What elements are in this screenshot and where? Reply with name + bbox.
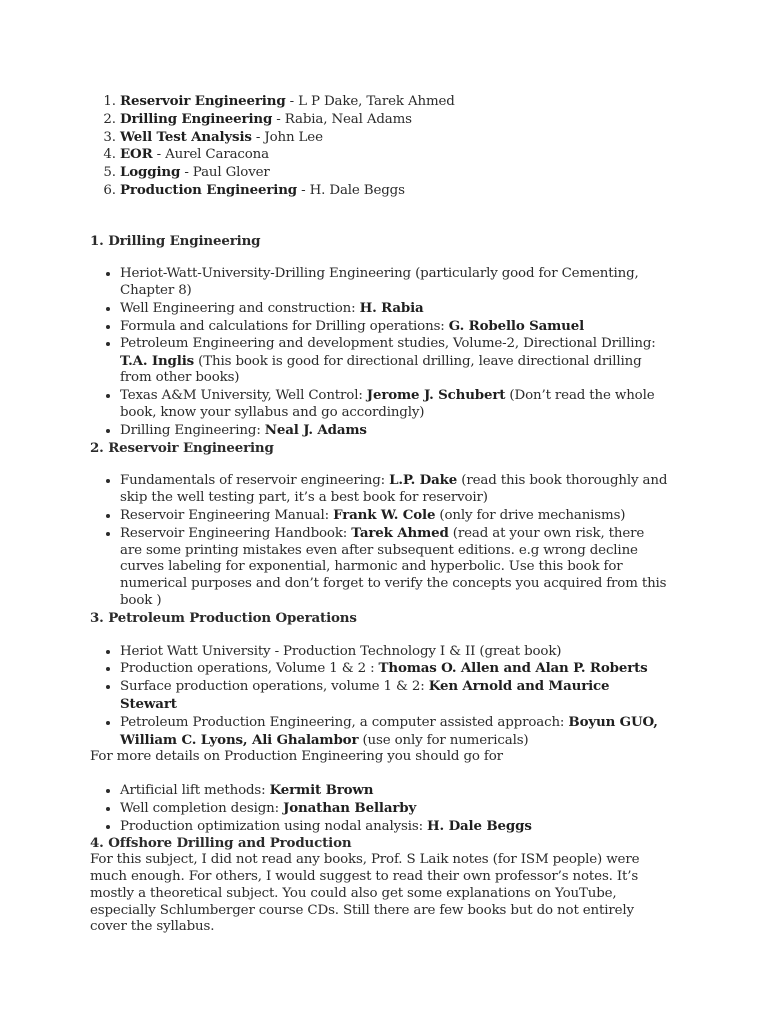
author-name: T.A. Inglis <box>120 352 195 369</box>
author-names: - Paul Glover <box>180 165 270 181</box>
list-item <box>120 336 670 387</box>
author-name: L.P. Dake <box>389 472 458 489</box>
author-name: Frank W. Cole <box>333 506 436 523</box>
section-heading-production: 3. Petroleum Production Operations <box>90 609 357 626</box>
item-text: Petroleum Engineering and development studies, Volume-2, Directional Drilling: <box>120 335 656 351</box>
list-item <box>120 507 670 525</box>
production-reference-list <box>90 643 670 750</box>
author-names: - John Lee <box>251 129 323 145</box>
author-name: Boyun GUO, William C. Lyons, Ali Ghalambor <box>120 713 658 748</box>
list-item <box>120 318 670 336</box>
item-text: Drilling Engineering: <box>120 422 265 438</box>
list-item <box>120 111 670 129</box>
item-text: Surface production operations, volume 1 & 2: <box>120 679 429 695</box>
author-name: Thomas O. Allen and Alan P. Roberts <box>378 660 648 677</box>
item-note: (use only for numericals) <box>358 732 529 748</box>
author-name: G. Robello Samuel <box>448 317 585 334</box>
author-name: H. Dale Beggs <box>427 817 532 834</box>
item-text: Formula and calculations for Drilling operations: <box>120 318 449 334</box>
subject-name: Drilling Engineering <box>120 110 273 127</box>
item-text: Reservoir Engineering Handbook: <box>120 525 352 541</box>
item-text: Production optimization using nodal analysis: <box>120 818 428 834</box>
list-item <box>120 387 670 422</box>
item-text: Texas A&M University, Well Control: <box>120 388 367 404</box>
item-note: (read this book thoroughly and skip the well testing part, it’s a best book for reservoir) <box>120 473 668 506</box>
reservoir-reference-list <box>90 472 670 609</box>
subject-name: Reservoir Engineering <box>120 93 286 109</box>
author-names: - L P Dake, Tarek Ahmed <box>285 94 455 109</box>
item-note: (only for drive mechanisms) <box>435 507 626 523</box>
author-name: H. Rabia <box>359 300 424 317</box>
list-item <box>120 525 670 610</box>
author-name: Jerome J. Schubert <box>366 387 506 404</box>
subject-name: EOR <box>120 146 153 163</box>
item-note: (Don’t read the whole book, know your syllabus and go accordingly) <box>120 388 655 420</box>
item-text: Artificial lift methods: <box>120 783 270 799</box>
section-heading-offshore: 4. Offshore Drilling and Production <box>90 835 352 852</box>
list-item <box>120 266 670 301</box>
section-heading-reservoir: 2. Reservoir Engineering <box>90 439 274 456</box>
production-more-text: For more details on Production Engineering you should go for <box>90 749 503 765</box>
list-item <box>120 643 670 661</box>
list-item <box>120 472 670 507</box>
list-item <box>120 300 670 318</box>
list-item <box>120 782 670 800</box>
author-name: Kermit Brown <box>269 782 374 799</box>
list-item <box>120 422 670 440</box>
list-item <box>120 800 670 818</box>
offshore-paragraph: For this subject, I did not read any books, Prof. S Laik notes (for ISM people) were much enough. For others, I would suggest to read their own professor’s notes. It’s mostly a theoretical subject. You could also get some explanations on YouTube, especially Schlumberger course CDs. Still there are few books but do not entirely cover the syllabus. <box>90 852 640 935</box>
section-heading-drilling: 1. Drilling Engineering <box>90 232 261 249</box>
list-item <box>120 164 670 182</box>
list-item <box>120 182 670 200</box>
list-item <box>120 146 670 164</box>
author-name: Tarek Ahmed <box>351 524 449 541</box>
list-item <box>120 93 670 111</box>
list-item <box>120 678 670 714</box>
list-item <box>120 714 670 750</box>
author-name: Ken Arnold and Maurice Stewart <box>120 678 610 712</box>
item-text: Reservoir Engineering Manual: <box>120 507 334 523</box>
list-item <box>120 129 670 147</box>
author-names: - H. Dale Beggs <box>297 182 405 198</box>
item-text: Well completion design: <box>120 800 284 816</box>
item-text: Petroleum Production Engineering, a computer assisted approach: <box>120 714 569 730</box>
document-body <box>90 93 670 936</box>
item-text: Production operations, Volume 1 & 2 : <box>120 661 379 677</box>
item-note: (read at your own risk, there are some printing mistakes even after subsequent editions. e.g wrong decline curves labeling for exponential, harmonic and hyperbolic. Use this book for numerical purposes and don’t forget to verify the concepts you acquired from this book ) <box>120 525 667 608</box>
item-note: (This book is good for directional drilling, leave directional drilling from other books) <box>120 353 642 386</box>
production-more-list <box>90 782 670 835</box>
list-item <box>120 660 670 678</box>
item-text: Heriot-Watt-University-Drilling Engineering (particularly good for Cementing, Chapter 8) <box>120 265 639 299</box>
subject-name: Production Engineering <box>120 181 298 198</box>
subject-name: Well Test Analysis <box>120 128 252 145</box>
book-list <box>90 93 670 200</box>
list-item <box>120 818 670 836</box>
item-text: Heriot Watt University - Production Technology I & II (great book) <box>120 643 562 659</box>
item-text: Fundamentals of reservoir engineering: <box>120 473 390 489</box>
subject-name: Logging <box>120 164 181 181</box>
author-name: Jonathan Bellarby <box>283 799 417 816</box>
drilling-reference-list <box>90 266 670 440</box>
author-names: - Rabia, Neal Adams <box>272 111 412 127</box>
author-names: - Aurel Caracona <box>152 147 269 163</box>
author-name: Neal J. Adams <box>264 421 367 438</box>
item-text: Well Engineering and construction: <box>120 301 360 317</box>
